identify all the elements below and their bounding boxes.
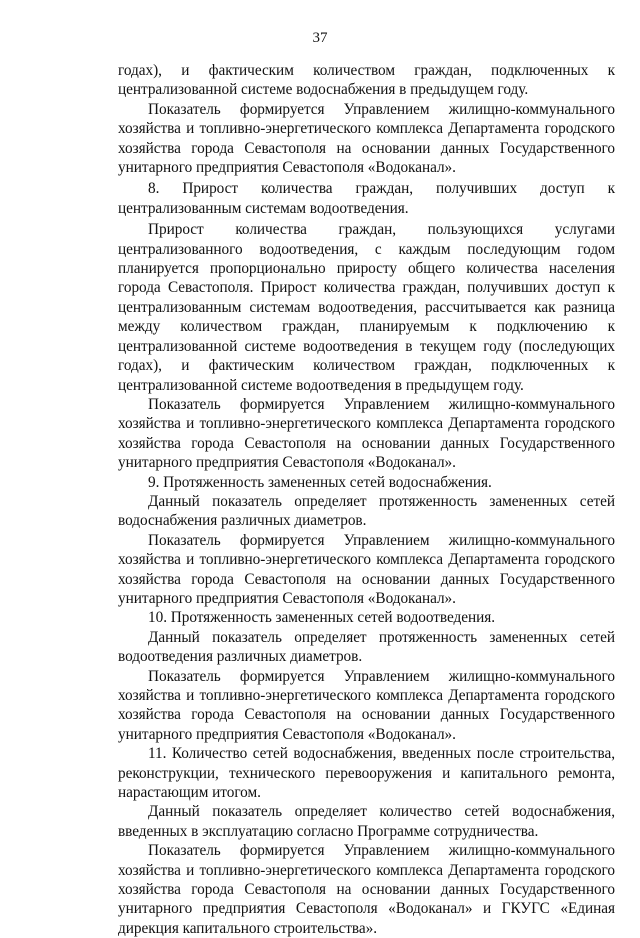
paragraph-indicator-source: Показатель формируется Управлением жилищно-коммунального хозяйства и топливно-энергетического комплекса Департамента городского хозяйства города Севастополя на основании данных Государственного унитарного предприятия Севастополя «Водоканал». <box>118 667 615 743</box>
paragraph-continuation: годах), и фактическим количеством граждан, подключенных к централизованной системе водоснабжения в предыдущем году. <box>118 62 615 99</box>
paragraph-item-10-description: Данный показатель определяет протяженность замененных сетей водоотведения различных диаметров. <box>118 628 615 666</box>
paragraph-item-8-description: Прирост количества граждан, пользующихся услугами централизованного водоотведения, с каждым последующим годом планируется пропорционально приросту общего количества населения города Севастополя. Прирост количества граждан, получивших доступ к централизованным системам водоотведения, рассчитывается как разница между количеством граждан, планируемым к подключению к централизованной системе водоотведения в текущем году (последующих годах), и фактическим количеством граждан, подключенных к централизованной системе водоотведения в предыдущем году. <box>118 221 615 394</box>
paragraph-heading-item-9: 9. Протяженность замененных сетей водоснабжения. <box>148 473 492 491</box>
document-body <box>118 61 615 938</box>
page-number: 37 <box>312 30 328 46</box>
paragraph-indicator-source: Показатель формируется Управлением жилищно-коммунального хозяйства и топливно-энергетического комплекса Департамента городского хозяйства города Севастополя на основании данных Государственного унитарного предприятия Севастополя «Водоканал». <box>118 531 615 607</box>
paragraph-indicator-source: Показатель формируется Управлением жилищно-коммунального хозяйства и топливно-энергетического комплекса Департамента городского хозяйства города Севастополя на основании данных Государственного унитарного предприятия Севастополя «Водоканал» и ГКУГС «Единая дирекция капитального строительства». <box>118 842 615 937</box>
paragraph-heading-item-11: 11. Количество сетей водоснабжения, введенных после строительства, реконструкции, технического перевооружения и капитального ремонта, нарастающим итогом. <box>118 745 615 802</box>
paragraph-item-11-description: Данный показатель определяет количество сетей водоснабжения, введенных в эксплуатацию согласно Программе сотрудничества. <box>118 803 615 840</box>
paragraph-heading-item-8: 8. Прирост количества граждан, получивших доступ к централизованным системам водоотведения. <box>118 180 615 217</box>
paragraph-indicator-source: Показатель формируется Управлением жилищно-коммунального хозяйства и топливно-энергетического комплекса Департамента городского хозяйства города Севастополя на основании данных Государственного унитарного предприятия Севастополя «Водоканал». <box>118 100 615 177</box>
paragraph-item-9-description: Данный показатель определяет протяженность замененных сетей водоснабжения различных диаметров. <box>118 492 615 530</box>
paragraph-heading-item-10: 10. Протяженность замененных сетей водоотведения. <box>148 609 496 627</box>
paragraph-indicator-source: Показатель формируется Управлением жилищно-коммунального хозяйства и топливно-энергетического комплекса Департамента городского хозяйства города Севастополя на основании данных Государственного унитарного предприятия Севастополя «Водоканал». <box>118 395 615 472</box>
